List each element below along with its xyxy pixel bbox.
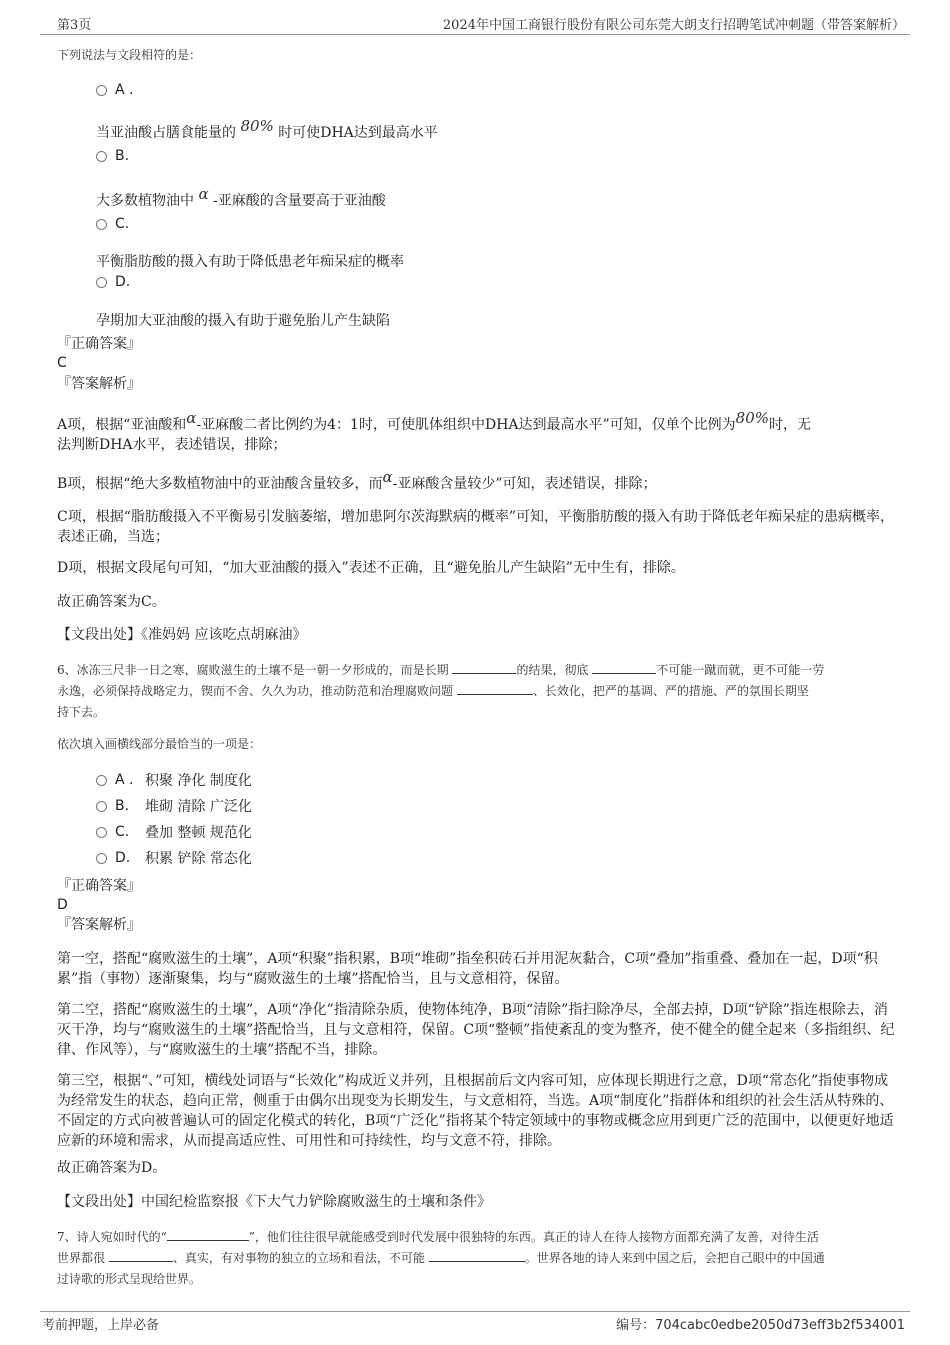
radio-icon[interactable] — [96, 85, 107, 96]
option-a-radio-row[interactable] — [96, 82, 133, 98]
option-d-radio-row[interactable] — [96, 848, 252, 868]
fill-blank[interactable] — [592, 661, 656, 674]
option-letter: D. — [115, 274, 131, 290]
fill-blank[interactable] — [109, 1249, 173, 1262]
option-letter: B. — [115, 798, 130, 814]
footer-divider — [40, 1311, 910, 1312]
conclusion: 故正确答案为D。 — [57, 1160, 167, 1176]
analysis-b: B项，根据“绝大多数植物油中的亚油酸含量较多，而α-亚麻酸含量较少”可知，表述错误，排除； — [57, 468, 657, 492]
question-prompt: 依次填入画横线部分最恰当的一项是： — [57, 737, 262, 751]
answer-label: 『正确答案』 — [57, 878, 141, 894]
radio-icon[interactable] — [96, 827, 107, 838]
document-title: 2024年中国工商银行股份有限公司东莞大朗支行招聘笔试冲刺题（带答案解析） — [442, 18, 905, 33]
fill-blank[interactable] — [429, 1249, 525, 1262]
answer-value: C — [57, 355, 67, 371]
option-letter: A . — [115, 82, 134, 98]
option-a-text: 当亚油酸占膳食能量的 80% 时可使DHA达到最高水平 — [96, 117, 438, 141]
page-number: 第3页 — [57, 18, 92, 33]
math-expression: α — [198, 185, 209, 203]
answer-label: 『正确答案』 — [57, 336, 141, 352]
option-letter: B. — [115, 148, 130, 164]
source-citation: 【文段出处】中国纪检监察报《下大气力铲除腐败滋生的土壤和条件》 — [57, 1194, 491, 1210]
radio-icon[interactable] — [96, 151, 107, 162]
document-id: 编号：704cabc0edbe2050d73eff3b2f534001 — [616, 1318, 905, 1333]
footer-slogan: 考前押题，上岸必备 — [42, 1318, 160, 1333]
question-6-stem: 6、冰冻三尺非一日之寒，腐败滋生的土壤不是一朝一夕形成的，而是长期 的结果，彻底 不可能一蹴而就，更不可能一劳 永逸，必须保持战略定力，锲而不舍、久久为功，推动防范和治理腐败问题 、长效化，把严的基调、严的措施、严的氛围长期坚 持下去。 — [57, 663, 825, 719]
option-c-radio-row[interactable] — [96, 216, 129, 232]
analysis-paragraph-1: 第一空，搭配“腐败滋生的土壤”，A项“积聚”指积累，B项“堆砌”指垒积砖石并用泥灰黏合，C项“叠加”指重叠、叠加在一起，D项“积累”指（事物）逐渐聚集，均与“腐败滋生的土壤”搭配恰当，且与文意相符，保留。 — [57, 951, 878, 987]
radio-icon[interactable] — [96, 853, 107, 864]
option-text: 积累 铲除 常态化 — [145, 851, 252, 867]
math-expression: 80% — [240, 117, 274, 135]
option-text: 叠加 整顿 规范化 — [145, 825, 252, 841]
radio-icon[interactable] — [96, 277, 107, 288]
analysis-d: D项，根据文段尾句可知，“加大亚油酸的摄入”表述不正确，且“避免胎儿产生缺陷”无中生有，排除。 — [57, 560, 685, 576]
option-letter: C. — [115, 824, 130, 840]
option-d-text: 孕期加大亚油酸的摄入有助于避免胎儿产生缺陷 — [96, 313, 390, 329]
header-divider — [40, 34, 910, 35]
option-c-radio-row[interactable] — [96, 822, 252, 842]
option-b-text: 大多数植物油中 α -亚麻酸的含量要高于亚油酸 — [96, 185, 386, 209]
radio-icon[interactable] — [96, 219, 107, 230]
analysis-label: 『答案解析』 — [57, 376, 141, 392]
analysis-a: A项，根据“亚油酸和α-亚麻酸二者比例约为4：1时，可使肌体组织中DHA达到最高水平”可知，仅单个比例为80%时，无 法判断DHA水平，表述错误，排除； — [57, 409, 812, 453]
option-d-radio-row[interactable] — [96, 274, 130, 290]
question-7-stem: 7、诗人宛如时代的“ ”，他们往往很早就能感受到时代发展中很独特的东西。真正的诗人在待人接物方面都充满了友善，对待生活 世界都很 、真实，有对事物的独立的立场和看法，不可能 。世界各地的诗人来到中国之后，会把自己眼中的中国通 过诗歌的形式呈现给世界。 — [57, 1230, 825, 1286]
question-prompt: 下列说法与文段相符的是： — [57, 48, 202, 62]
radio-icon[interactable] — [96, 775, 107, 786]
fill-blank[interactable] — [457, 682, 533, 695]
option-a-radio-row[interactable] — [96, 770, 252, 790]
fill-blank[interactable] — [167, 1228, 249, 1241]
analysis-paragraph-2: 第二空，搭配“腐败滋生的土壤”，A项“净化”指清除杂质，使物体纯净，B项“清除”指扫除净尽，全部去掉，D项“铲除”指连根除去，消灭干净，均与“腐败滋生的土壤”搭配恰当，且与文意相符，保留。C项“整顿”指使紊乱的变为整齐，使不健全的健全起来（多指组织、纪律、作风等），与“腐败滋生的土壤”搭配不当，排除。 — [57, 1002, 895, 1058]
source-citation: 【文段出处】《准妈妈 应该吃点胡麻油》 — [57, 627, 307, 643]
radio-icon[interactable] — [96, 801, 107, 812]
analysis-label: 『答案解析』 — [57, 917, 141, 933]
option-c-text: 平衡脂肪酸的摄入有助于降低患老年痴呆症的概率 — [96, 254, 404, 270]
option-letter: A . — [115, 772, 134, 788]
analysis-paragraph-3: 第三空，根据“、”可知，横线处词语与“长效化”构成近义并列，且根据前后文内容可知，应体现长期进行之意，D项“常态化”指使事物成为经常发生的状态，趋向正常，侧重于由偶尔出现变为长期发生，与文意相符，当选。A项“制度化”指群体和组织的社会生活从特殊的、不固定的方式向被普遍认可的固定化模式的转化，B项“广泛化”指将某个特定领域中的事物或概念应用到更广泛的范围中，以便更好地适应新的环境和需求，从而提高适应性、可用性和可持续性，均与文意不符，排除。 — [57, 1073, 894, 1149]
fill-blank[interactable] — [452, 661, 516, 674]
option-b-radio-row[interactable] — [96, 148, 129, 164]
option-text: 积聚 净化 制度化 — [145, 773, 252, 789]
option-b-radio-row[interactable] — [96, 796, 252, 816]
conclusion: 故正确答案为C。 — [57, 594, 166, 610]
option-letter: D. — [115, 850, 131, 866]
answer-value: D — [57, 897, 68, 913]
option-letter: C. — [115, 216, 130, 232]
analysis-c: C项，根据“脂肪酸摄入不平衡易引发脑萎缩，增加患阿尔茨海默病的概率”可知，平衡脂肪酸的摄入有助于降低老年痴呆症的患病概率，表述正确，当选； — [57, 509, 895, 545]
option-text: 堆砌 清除 广泛化 — [145, 799, 252, 815]
